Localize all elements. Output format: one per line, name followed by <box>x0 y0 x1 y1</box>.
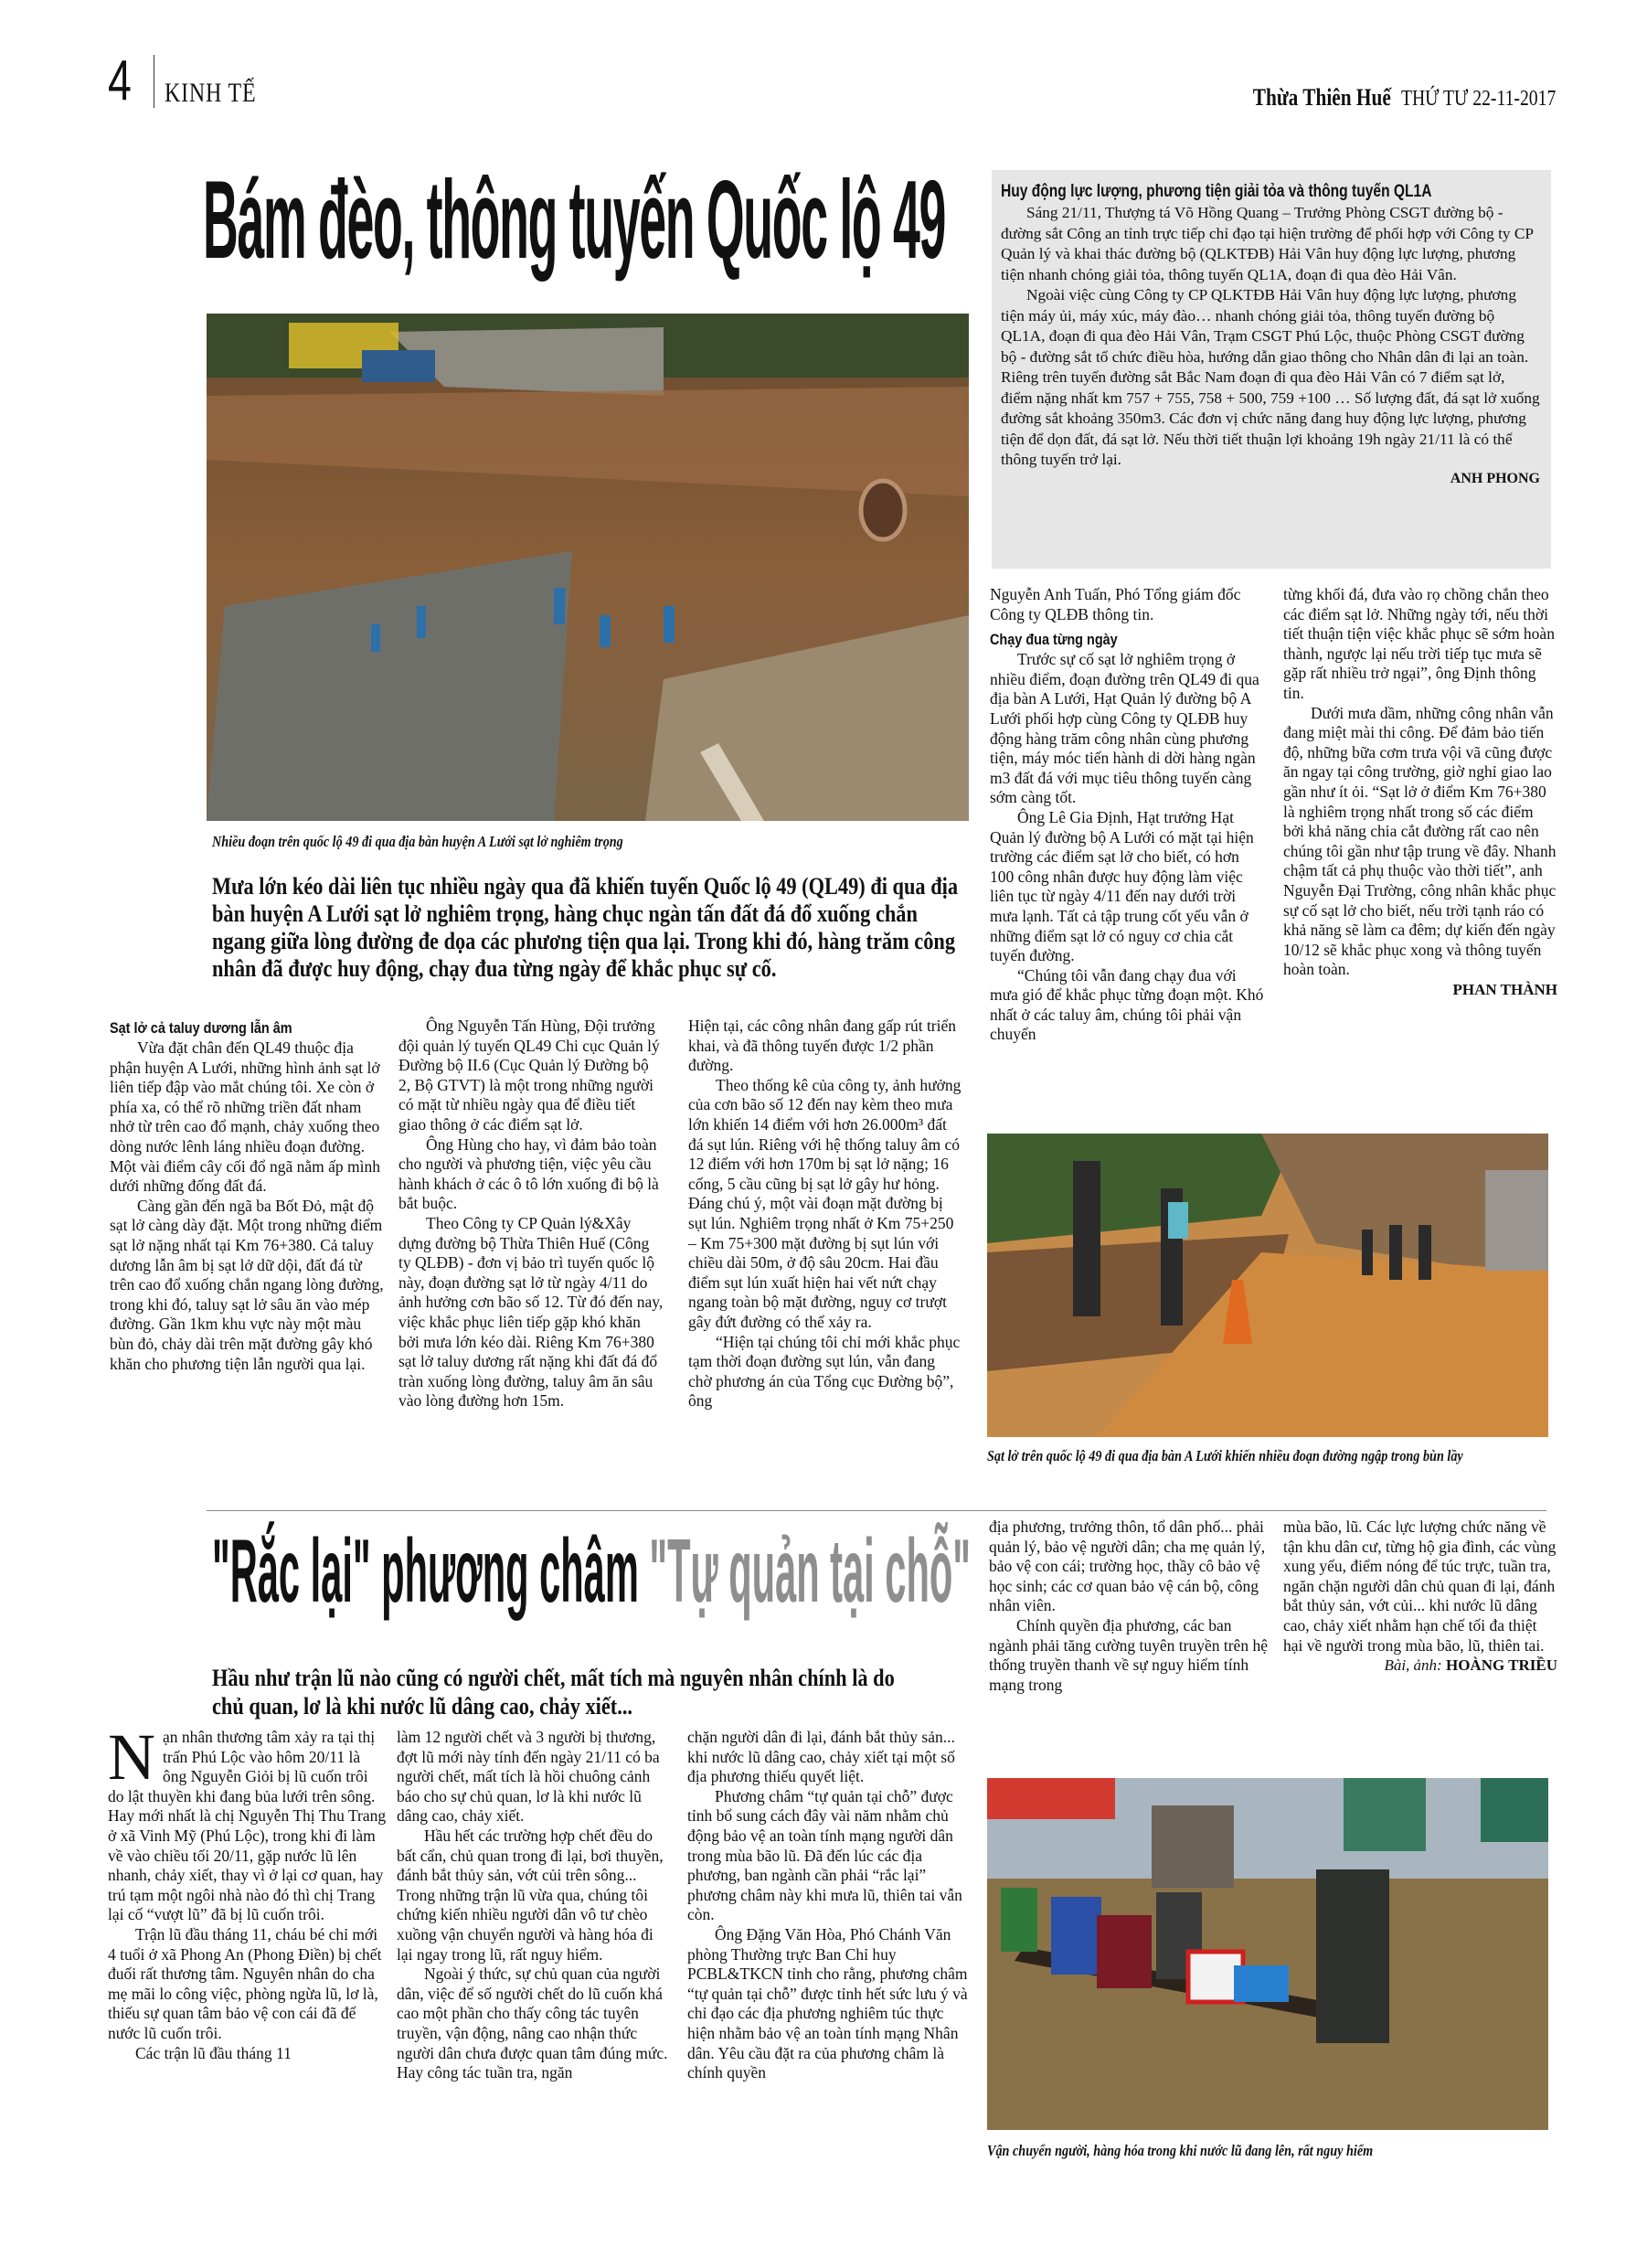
paragraph: làm 12 người chết và 3 người bị thương, đợt lũ mới này tính đến ngày 21/11 có ba người chết, mất tích là hồi chuông cảnh báo cho sự chủ quan, lơ là khi nước lũ dâng cao, chảy xiết. <box>397 1728 660 1826</box>
sidebar-box-ql1a <box>992 170 1551 569</box>
paragraph: Phương châm “tự quản tại chỗ” được tỉnh bổ sung cách đây vài năm nhằm chủ động bảo vệ an toàn tính mạng người dân trong mùa bão lũ. Đã đến lúc các địa phương, ban ngành cần phải “rắc lại” phương châm này khi mưa lũ, thiên tai vẫn còn. <box>687 1786 962 1924</box>
subhead-chay-dua: Chạy đua từng ngày <box>990 631 1118 649</box>
photo1-caption: Nhiều đoạn trên quốc lộ 49 đi qua địa bàn huyện A Lưới sạt lở nghiêm trọng <box>212 833 623 850</box>
paragraph: Ông Hùng cho hay, vì đảm bảo toàn cho người và phương tiện, việc yêu cầu hành khách ở các ô tô lớn xuống đi bộ là bắt buộc. <box>398 1134 659 1213</box>
paragraph: mùa bão, lũ. Các lực lượng chức năng về tận khu dân cư, từng hộ gia đình, các vùng xung yếu, điểm nóng để túc trực, tuần tra, ngăn chặn người dân chủ quan đi lại, đánh bắt thủy sản, vớt củi... khi nước lũ dâng cao, chảy xiết nhằm hạn chế tối đa thiệt hại về người trong mùa bão, lũ, thiên tai. <box>1283 1517 1557 1655</box>
page-number: 4 <box>108 49 132 112</box>
subhead-taluy: Sạt lở cả taluy dương lẫn âm <box>110 1019 292 1037</box>
article2-column-2 <box>397 1728 671 2083</box>
flood-boat-image <box>987 1778 1548 2130</box>
paragraph: từng khối đá, đưa vào rọ chồng chắn theo các điểm sạt lở. Những ngày tới, nếu thời tiết thuận tiện việc khắc phục sẽ sớm hoàn thành, ngược lại nếu trời tiếp tục mưa sẽ gặp rất nhiều trở ngại”, ông Định thông tin. <box>1283 585 1555 702</box>
photo-muddy-road <box>987 1134 1548 1437</box>
issue-date: THỨ TƯ 22-11-2017 <box>1400 87 1556 111</box>
muddy-road-image <box>987 1134 1548 1437</box>
article2-credit <box>1283 1656 1557 1676</box>
paragraph: “Chúng tôi vẫn đang chạy đua với mưa gió để khắc phục từng đoạn một. Khó nhất ở các taluy âm, chúng tôi phải vận chuyển <box>990 965 1264 1044</box>
article2-lead: Hầu như trận lũ nào cũng có người chết, mất tích mà nguyên nhân chính là do chủ quan, lơ là khi nước lũ dâng cao, chảy xiết... <box>212 1665 895 1720</box>
drop-cap: N <box>108 1720 155 1794</box>
article1-column-4 <box>990 585 1264 1045</box>
sidebar-paragraph: Sáng 21/11, Thượng tá Võ Hồng Quang – Trưởng Phòng CSGT đường bộ - đường sắt Công an tỉnh trực tiếp chỉ đạo tại hiện trường để phối hợp với Công ty CP Quản lý và khai thác đường bộ (QLKTĐB) Hải Vân huy động lực lượng, phương tiện nhanh chóng giải tỏa, thông tuyến QL1A, đoạn đi qua đèo Hải Vân. <box>1001 204 1534 283</box>
article2-column-4 <box>989 1517 1268 1695</box>
article1-column-1 <box>110 1018 384 1374</box>
paragraph: Theo Công ty CP Quản lý&Xây dựng đường bộ Thừa Thiên Huế (Công ty QLĐB) - đơn vị bảo trì tuyến quốc lộ này, đoạn đường sạt lở từ ngày 4/11 do ảnh hưởng cơn bão số 12. Từ đó đến nay, việc khắc phục liên tiếp gặp khó khăn bởi mưa lớn kéo dài. Riêng Km 76+380 sạt lở taluy dương rất nặng khi đất đá đổ tràn xuống lòng đường, taluy âm ăn sâu vào lòng đường hơn 15m. <box>398 1213 664 1411</box>
article1-lead: Mưa lớn kéo dài liên tục nhiều ngày qua đã khiến tuyến Quốc lộ 49 (QL49) đi qua địa bàn huyện A Lưới sạt lở nghiêm trọng, hàng chục ngàn tấn đất đá đổ xuống chắn ngang giữa lòng đường đe dọa các phương tiện qua lại. Trong khi đó, hàng trăm công nhân đã được huy động, chạy đua từng ngày để khắc phục sự cố. <box>212 873 959 982</box>
paragraph: chặn người dân đi lại, đánh bắt thủy sản... khi nước lũ dâng cao, chảy xiết tại một số địa phương thiếu quyết liệt. <box>687 1728 955 1786</box>
paragraph <box>108 1720 387 1925</box>
article2-column-3 <box>687 1728 971 2083</box>
paragraph: Càng gần đến ngã ba Bốt Đỏ, mật độ sạt lở càng dày đặt. Một trong những điểm sạt lở nặng nhất tại Km 76+380. Cả taluy dương lẫn âm bị sạt lở dữ dội, đất đá từ trên cao đổ xuống chắn ngang lòng đường, trong khi đó, taluy sạt lở sâu ăn vào mép đường. Gần 1km khu vực này một màu bùn đỏ, chảy dài trên mặt đường gây khó khăn cho phương tiện lẫn người qua lại. <box>110 1196 384 1373</box>
paragraph: Trước sự cố sạt lở nghiêm trọng ở nhiều điểm, đoạn đường trên QL49 đi qua địa bàn A Lưới, Hạt Quản lý đường bộ A Lưới phối hợp cùng Công ty QLĐB huy động hàng trăm công nhân cùng phương tiện, máy móc tiến hành di dời hàng ngàn m3 đất đá với mục tiêu thông tuyến càng sớm càng tốt. <box>990 650 1259 807</box>
paragraph: Vừa đặt chân đến QL49 thuộc địa phận huyện A Lưới, những hình ảnh sạt lở liên tiếp đập vào mắt chúng tôi. Xe còn ở phía xa, có thể rõ những triền đất nham nhở từ trên cao đổ mạnh, chảy xuống theo dòng nước lênh láng nhiều đoạn đường. Một vài điểm cây cối đổ ngã nằm ấp mình dưới những đống đất đá. <box>110 1038 380 1196</box>
paragraph: Chính quyền địa phương, các ban ngành phải tăng cường tuyên truyền trên hệ thống truyền thanh về sự nguy hiểm tính mạng trong <box>989 1615 1268 1694</box>
section-title: KINH TẾ <box>165 78 257 108</box>
paragraph-text: ạn nhân thương tâm xảy ra tại thị trấn Phú Lộc vào hôm 20/11 là ông Nguyễn Giỏi bị lũ cuốn trôi do lật thuyền khi đang bủa lưới trên sông. Hay mới nhất là chị Nguyễn Thị Thu Trang ở xã Vinh Mỹ (Phú Lộc), trong khi đi làm về vào chiều tối 20/11, gặp nước lũ lên nhanh, chảy xiết, thay vì ở lại cơ quan, hay trú tạm một ngôi nhà nào đó thì chị Trang lại cố “vượt lũ” đã bị lũ cuốn trôi. <box>108 1728 387 1924</box>
photo2-caption: Sạt lở trên quốc lộ 49 đi qua địa bàn A Lưới khiến nhiều đoạn đường ngập trong bùn lầy <box>987 1447 1463 1464</box>
article1-column-3 <box>688 1017 962 1411</box>
credit-name: HOÀNG TRIỀU <box>1445 1656 1557 1675</box>
headline-black-part: "Rắc lại" phương châm <box>212 1520 639 1621</box>
paragraph: Ngoài ý thức, sự chủ quan của người dân, việc để số người chết do lũ cuốn khá cao một phần cho thấy công tác tuyên truyền, vận động, nâng cao nhận thức người dân chưa được quan tâm đúng mức. Hay công tác tuần tra, ngăn <box>397 1965 668 2082</box>
article2-column-5 <box>1283 1517 1557 1676</box>
newspaper-brand: Thừa Thiên Huế <box>1252 84 1391 111</box>
sidebar-body <box>1001 203 1540 471</box>
paragraph: Theo thống kê của công ty, ảnh hưởng của cơn bão số 12 đến nay kèm theo mưa lớn khiến 14 điểm với hơn 26.000m³ đất đá sụt lún. Riêng với hệ thống taluy âm có 12 điểm với hơn 170m bị sạt lở nặng; 16 cống, 5 cầu cũng bị sạt lở gây hư hỏng. Đáng chú ý, một vài đoạn mặt đường bị sụt lún. Nghiêm trọng nhất ở Km 75+250 – Km 75+300 mặt đường bị sụt lún với chiều dài 50m, ở độ sâu 20cm. Hai đầu điểm sụt lún xuất hiện hai vết nứt chạy ngang toàn bộ mặt đường, nguy cơ trượt gây đứt đường có thể xảy ra. <box>688 1075 962 1331</box>
section-divider <box>207 1510 1546 1511</box>
article2-headline <box>212 1520 972 1621</box>
paragraph: “Hiện tại chúng tôi chỉ mới khắc phục tạm thời đoạn đường sụt lún, vẫn đang chờ phương án của Tổng cục Đường bộ”, ông <box>688 1332 961 1411</box>
paragraph: Ông Nguyễn Tấn Hùng, Đội trưởng đội quản lý tuyến QL49 Chi cục Quản lý Đường bộ II.6 (Cục Quản lý Đường bộ 2, Bộ GTVT) là một trong những người có mặt từ nhiều ngày qua để điều tiết giao thông ở các điểm sạt lở. <box>398 1017 660 1134</box>
paragraph: Trận lũ đầu tháng 11, cháu bé chỉ mới 4 tuổi ở xã Phong An (Phong Điền) bị chết đuối rất thương tâm. Nguyên nhân do cha mẹ mãi lo công việc, phòng ngừa lũ, lơ là, thiếu sự quan tâm bảo vệ con cái đã để nước lũ cuốn trôi. <box>108 1924 382 2042</box>
paragraph: Nguyễn Anh Tuấn, Phó Tổng giám đốc Công ty QLĐB thông tin. <box>990 585 1241 623</box>
paragraph: Ông Đặng Văn Hòa, Phó Chánh Văn phòng Thường trực Ban Chỉ huy PCBL&TKCN tỉnh cho rằng, phương châm “tự quản tại chỗ” được tỉnh hết sức lưu ý và chỉ đạo các địa phương nghiêm túc thực hiện nhằm bảo vệ an toàn tính mạng Nhân dân. Yêu cầu đặt ra của phương châm là chính quyền <box>687 1924 968 2082</box>
paragraph: Ông Lê Gia Định, Hạt trưởng Hạt Quản lý đường bộ A Lưới có mặt tại hiện trường các điểm sạt lở cho biết, có hơn 100 công nhân được huy động làm việc liên tục từ ngày 4/11 đến nay dưới trời mưa lạnh. Tất cả tập trung cốt yếu vẫn ở những điểm sạt lở có nguy cơ chia cắt tuyến đường. <box>990 807 1254 965</box>
article1-byline: PHAN THÀNH <box>1452 980 1557 998</box>
paragraph: Dưới mưa dầm, những công nhân vẫn đang miệt mài thi công. Để đảm bảo tiến độ, những bữa cơm trưa vội vã cũng được ăn ngay tại công trường, giờ nghỉ giao lao gần như ít ỏi. “Sạt lở ở điểm Km 76+380 là nghiêm trọng nhất trong số các điểm bởi khả năng chia cắt đường rất cao nên chúng tôi gần như tập trung về đây. Nhanh chậm tất cả phụ thuộc vào thời tiết”, anh Nguyễn Đại Trường, công nhân khắc phục sự cố sạt lở cho biết, nếu trời tạnh ráo có khả năng sẽ làm ca đêm; dự kiến đến ngày 10/12 sẽ khắc phục xong và thông tuyến hoàn toàn. <box>1283 703 1557 979</box>
paragraph: Hầu hết các trường hợp chết đều do bất cẩn, chủ quan trong đi lại, bơi thuyền, đánh bắt thủy sản, vớt củi trên sông... Trong những trận lũ vừa qua, chúng tôi chứng kiến nhiều người dân vô tư chèo xuồng vận chuyển người và hàng hóa đi lại ngay trong lũ, rất nguy hiểm. <box>397 1826 664 1964</box>
paragraph: Hiện tại, các công nhân đang gấp rút triển khai, và đã thông tuyến được 1/2 phần đường. <box>688 1017 957 1075</box>
article1-column-5 <box>1283 585 1557 999</box>
article1-column-2 <box>398 1017 664 1411</box>
masthead-date <box>1252 84 1556 112</box>
landslide-image <box>207 314 969 821</box>
photo-flood-boat <box>987 1778 1548 2130</box>
article1-headline: Bám đèo, thông tuyến Quốc lộ 49 <box>203 157 946 282</box>
paragraph: địa phương, trưởng thôn, tổ dân phố... phải quản lý, bảo vệ người dân; cha mẹ quản lý, bảo vệ con cái; trường học, thầy cô bảo vệ học sinh; các cơ quan bảo vệ cán bộ, công nhân viên. <box>989 1517 1266 1615</box>
article2-column-1 <box>108 1720 387 2063</box>
sidebar-byline: ANH PHONG <box>1450 470 1540 486</box>
sidebar-paragraph: Ngoài việc cùng Công ty CP QLKTĐB Hải Vân huy động lực lượng, phương tiện máy ủi, máy xúc, máy đào… nhanh chóng giải tỏa, thông tuyến đường bộ QL1A, đoạn đi qua đèo Hải Vân, Trạm CSGT Phú Lộc, thuộc Phòng CSGT đường bộ - đường sắt tổ chức điều hòa, hướng dẫn giao thông cho Nhân dân đi lại an toàn. Riêng trên tuyến đường sắt Bắc Nam đoạn đi qua đèo Hải Vân có 7 điểm sạt lở, điểm nặng nhất km 757 + 755, 758 + 500, 759 +100 … Số lượng đất, đá sạt lở xuống đường sắt khoảng 350m3. Các đơn vị chức năng đang huy động lực lượng, phương tiện để dọn đất, đá sạt lở. Nếu thời tiết thuận lợi khoảng 19h ngày 21/11 là có thể thông tuyến trở lại. <box>1001 286 1540 468</box>
photo3-caption: Vận chuyển người, hàng hóa trong khi nước lũ đang lên, rất nguy hiểm <box>987 2142 1374 2159</box>
paragraph: Các trận lũ đầu tháng 11 <box>135 2043 292 2062</box>
credit-label: Bài, ảnh: <box>1384 1656 1442 1675</box>
photo-landslide-workers <box>207 314 969 821</box>
sidebar-title: Huy động lực lượng, phương tiện giải tỏa và thông tuyến QL1A <box>1001 182 1432 201</box>
headline-grey-part: "Tự quản tại chỗ" <box>649 1520 972 1621</box>
